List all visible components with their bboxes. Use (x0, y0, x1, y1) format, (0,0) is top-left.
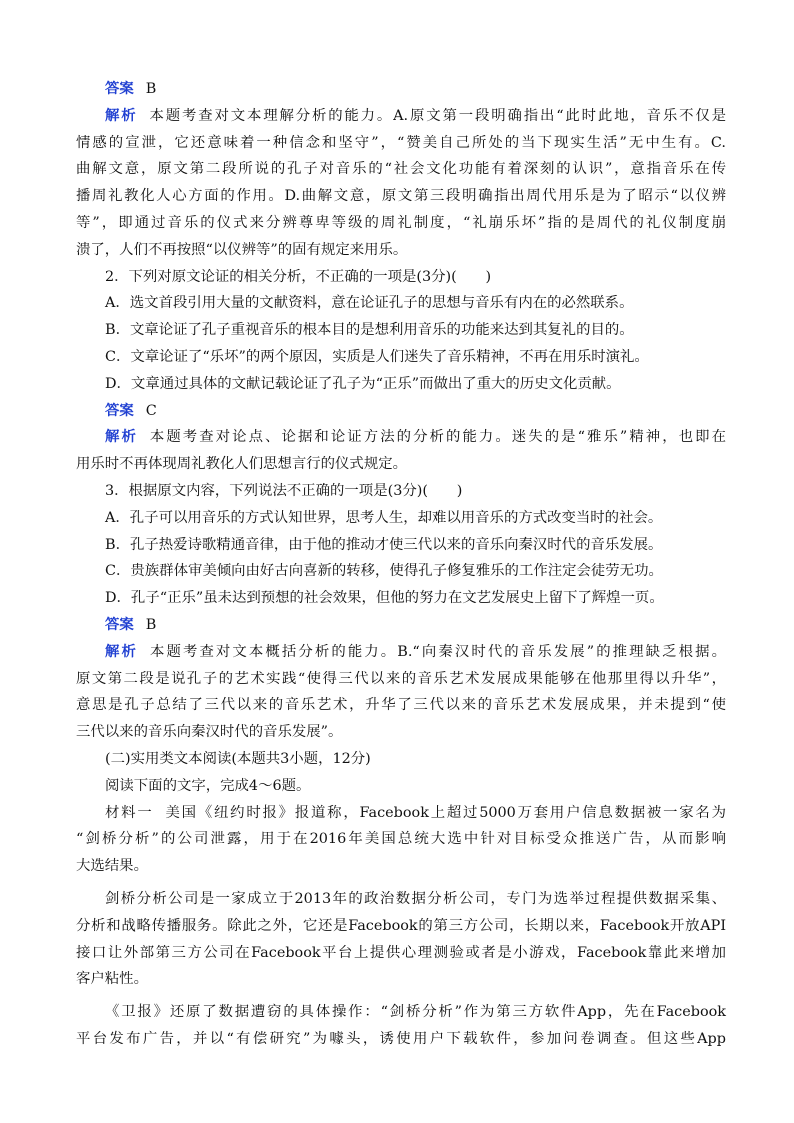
answer-value: B (145, 81, 157, 97)
document-page (76, 76, 726, 1053)
answer-line (76, 76, 726, 103)
material-line: 接口让外部第三方公司在Facebook平台上提供心理测验或者是小游戏，Facebook靠此来增加 (76, 944, 726, 961)
analysis-line (76, 424, 726, 451)
answer-line (76, 612, 726, 639)
answer-label: 答案 (105, 401, 134, 419)
option-a: A．孔子可以用音乐的方式认知世界，思考人生，却难以用音乐的方式改变当时的社会。 (105, 509, 663, 526)
analysis-text: 本题考查对文本概括分析的能力。B.“向秦汉时代的音乐发展”的推理缺乏根据。 (149, 643, 726, 660)
answer-value: C (145, 402, 157, 419)
option-a: A．选文首段引用大量的文献资料，意在论证孔子的思想与音乐有内在的必然联系。 (105, 295, 634, 312)
answer-label: 答案 (105, 80, 134, 97)
option-b: B．文章论证了孔子重视音乐的根本目的是想利用音乐的功能来达到其复礼的目的。 (105, 322, 634, 339)
option-d: D．孔子“正乐”虽未达到预想的社会效果，但他的努力在文艺发展史上留下了辉煌一页。 (105, 590, 664, 607)
analysis-label: 解析 (105, 428, 138, 446)
analysis-line: 情感的宣泄，它还意味着一种信念和坚守”，“赞美自己所处的当下现实生活”无中生有。C. (76, 134, 726, 151)
analysis-line: 曲解文意，原文第二段所说的孔子对音乐的“社会文化功能有着深刻的认识”，意指音乐在传 (76, 161, 726, 178)
option-d: D．文章通过具体的文献记载论证了孔子为“正乐”而做出了重大的历史文化贡献。 (105, 375, 621, 392)
question-3: 3．根据原文内容，下列说法不正确的一项是(3分)( ) (105, 482, 463, 499)
option-b: B．孔子热爱诗歌精通音律，由于他的推动才使三代以来的音乐向秦汉时代的音乐发展。 (105, 536, 663, 553)
analysis-text: 本题考查对论点、论据和论证方法的分析的能力。迷失的是“雅乐”精神，也即在 (149, 429, 726, 446)
analysis-line: 三代以来的音乐向秦汉时代的音乐发展”。 (76, 724, 343, 741)
material-line: 平台发布广告，并以“有偿研究”为噱头，诱使用户下载软件，参加问卷调查。但这些App (76, 1030, 726, 1047)
analysis-line: 用乐时不再体现周礼教化人们思想言行的仪式规定。 (76, 456, 407, 473)
material-line: 剑桥分析公司是一家成立于2013年的政治数据分析公司，专门为选举过程提供数据采集、 (105, 890, 726, 907)
option-c: C．文章论证了“乐坏”的两个原因，实质是人们迷失了音乐精神，不再在用乐时演礼。 (105, 348, 649, 365)
answer-line (76, 398, 726, 425)
question-2: 2．下列对原文论证的相关分析，不正确的一项是(3分)( ) (105, 268, 492, 285)
material-line (76, 800, 726, 827)
answer-label: 答案 (105, 615, 134, 633)
material-line: 《卫报》还原了数据遭窃的具体操作：“剑桥分析”作为第三方软件App，先在Facebook (105, 1004, 726, 1021)
section-heading: (二)实用类文本阅读(本题共3小题，12分) (105, 750, 371, 767)
analysis-line: 等”，即通过音乐的仪式来分辨尊卑等级的周礼制度，“礼崩乐坏”指的是周代的礼仪制度崩 (76, 214, 726, 231)
analysis-line (76, 639, 726, 666)
answer-value: B (145, 616, 157, 633)
analysis-line: 原文第二段是说孔子的艺术实践“使得三代以来的音乐艺术发展成果能够在他那里得以升华”， (76, 670, 726, 687)
analysis-line (76, 103, 726, 130)
analysis-label: 解析 (105, 642, 138, 660)
material-line: “剑桥分析”的公司泄露，用于在2016年美国总统大选中针对目标受众推送广告，从而影响 (76, 831, 726, 848)
material-line: 分析和战略传播服务。除此之外，它还是Facebook的第三方公司，长期以来，Facebook开放API (76, 917, 726, 934)
material-label: 材料一 (105, 804, 154, 821)
analysis-label: 解析 (105, 106, 138, 124)
material-text: 美国《纽约时报》报道称，Facebook上超过5000万套用户信息数据被一家名为 (165, 804, 726, 821)
analysis-line: 播周礼教化人心方面的作用。D.曲解文意，原文第三段明确指出周代用乐是为了昭示“以仪辨 (76, 188, 726, 205)
material-line: 大选结果。 (76, 858, 148, 875)
analysis-line: 溃了，人们不再按照“以仪辨等”的固有规定来用乐。 (76, 241, 408, 258)
material-line: 客户粘性。 (76, 971, 148, 988)
analysis-line: 意思是孔子总结了三代以来的音乐艺术，升华了三代以来的音乐艺术发展成果，并未提到“使 (76, 697, 726, 714)
section-instruction: 阅读下面的文字，完成4～6题。 (105, 777, 311, 794)
analysis-text: 本题考查对文本理解分析的能力。A.原文第一段明确指出“此时此地，音乐不仅是 (149, 107, 726, 124)
option-c: C．贵族群体审美倾向由好古向喜新的转移，使得孔子修复雅乐的工作注定会徒劳无功。 (105, 563, 663, 580)
